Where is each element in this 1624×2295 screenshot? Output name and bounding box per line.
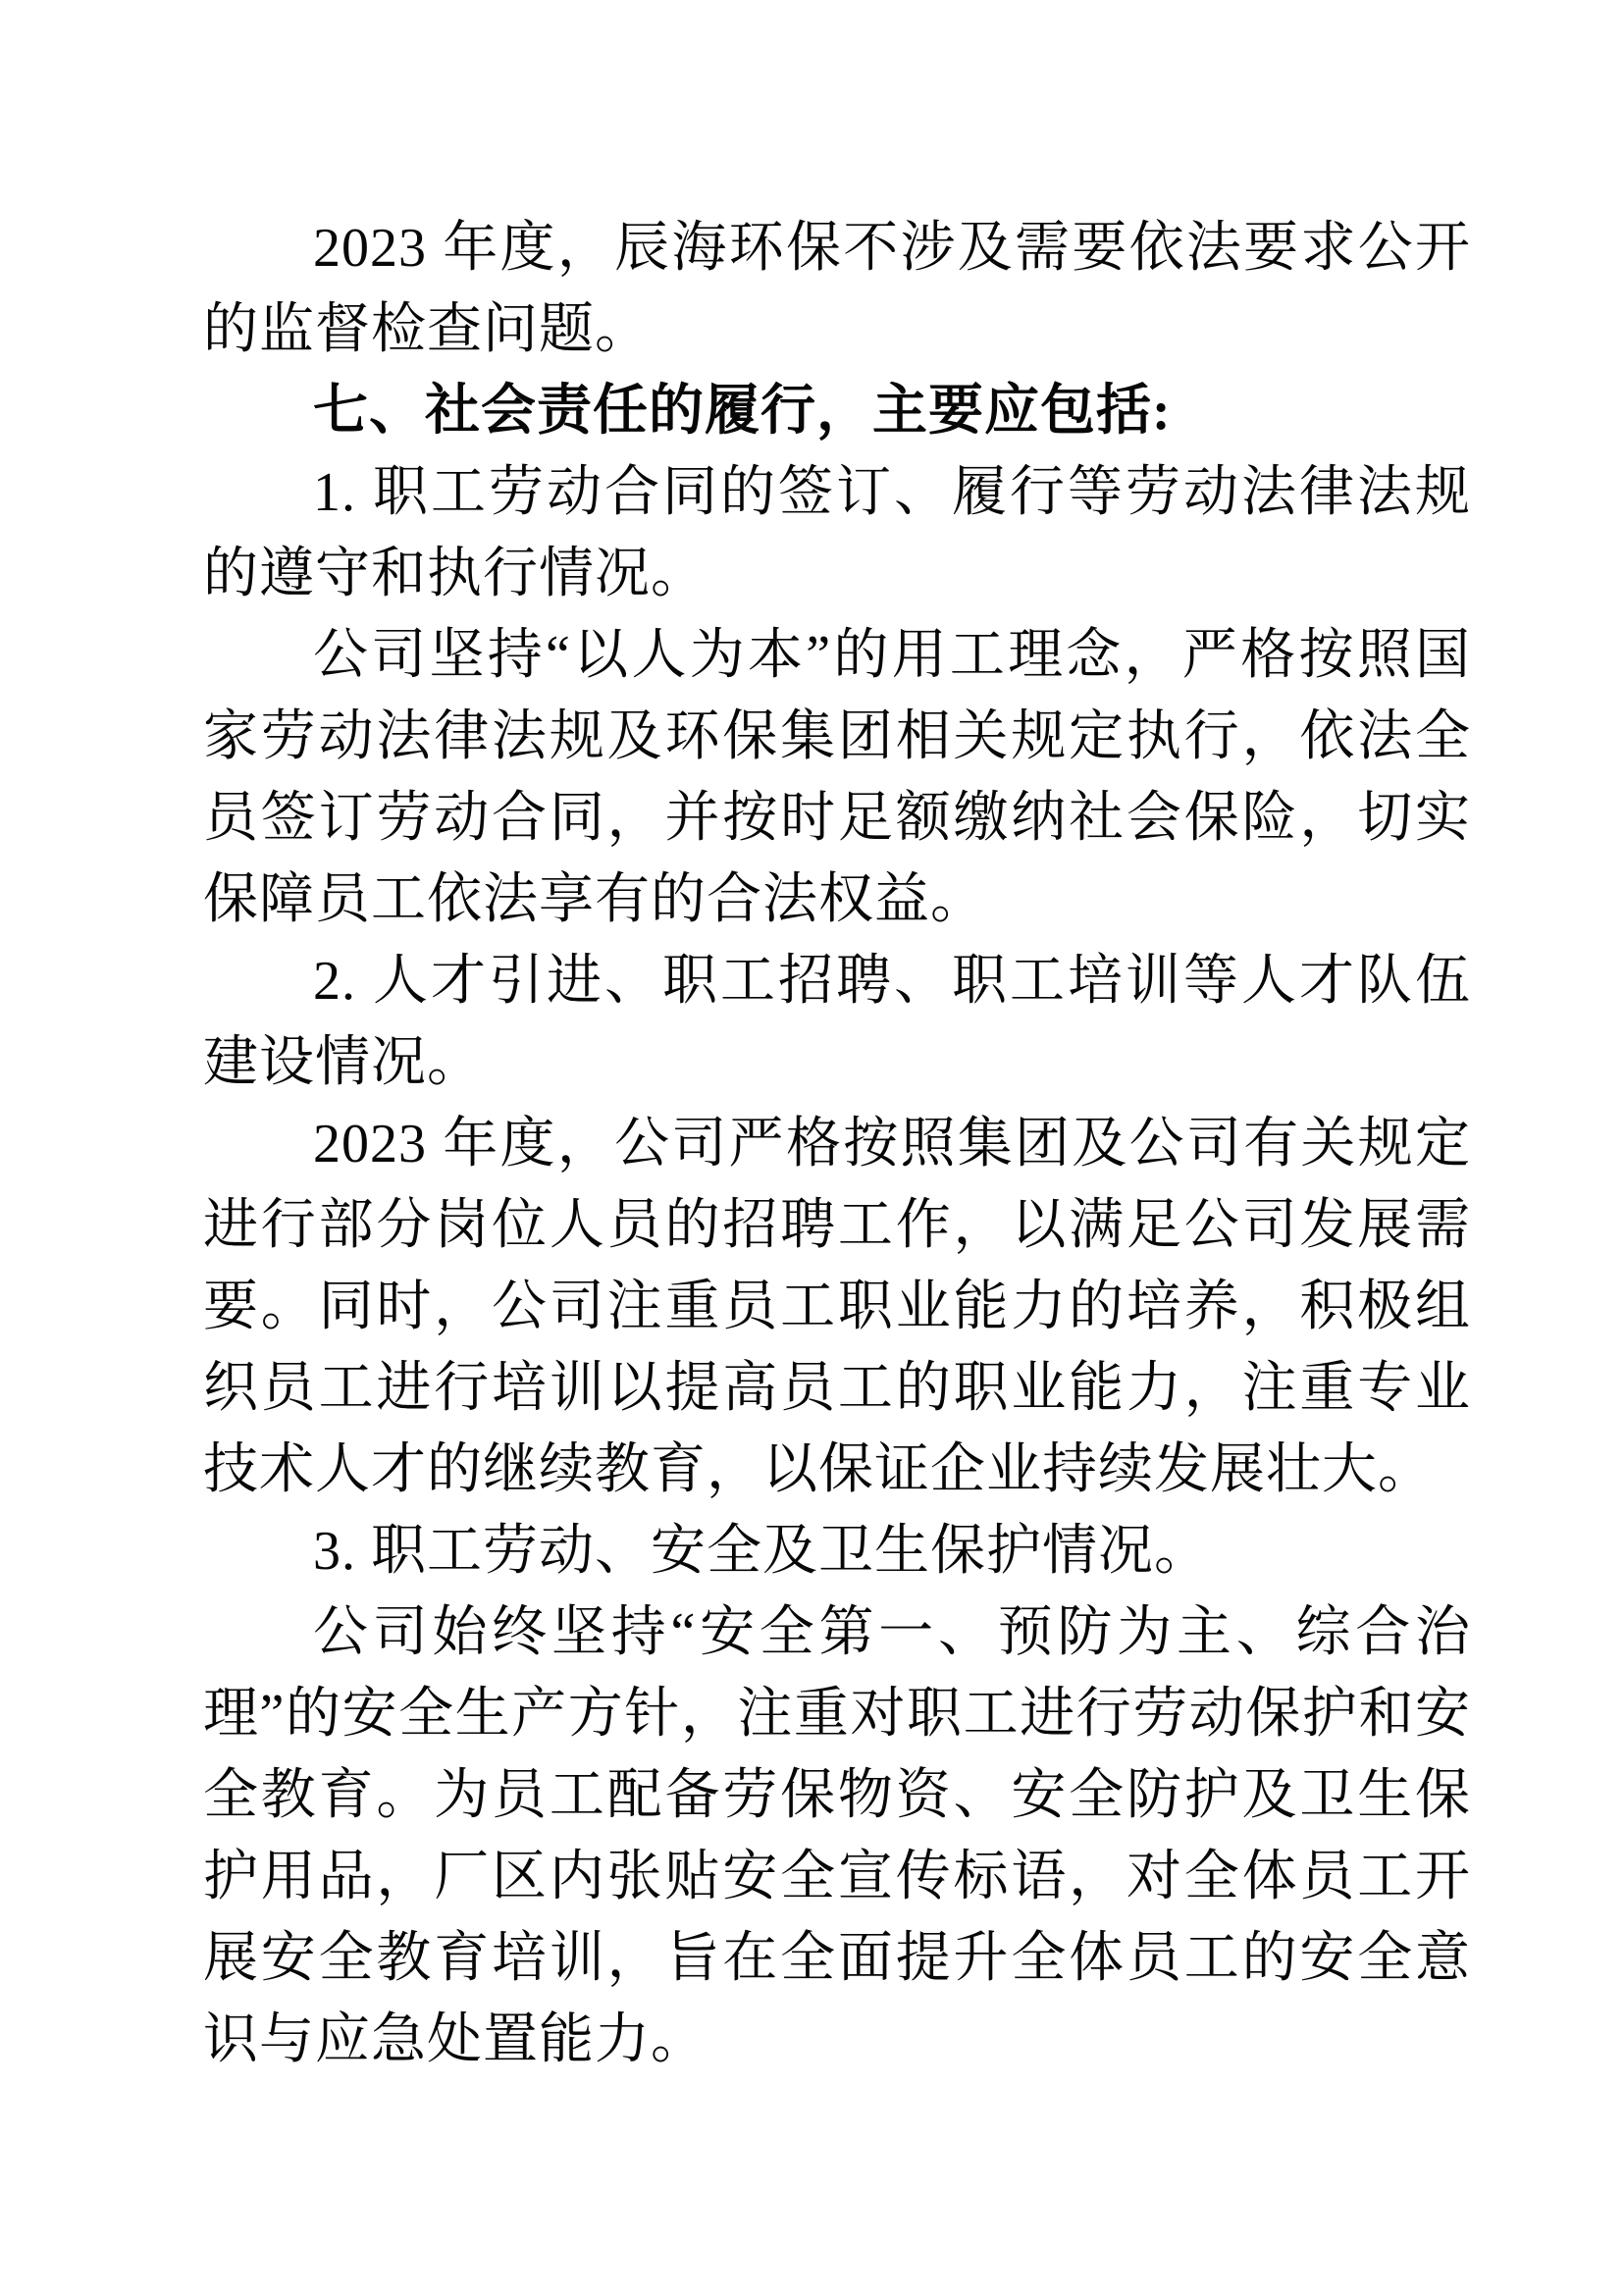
document-body bbox=[203, 208, 1471, 2081]
paragraph-supervision-note: 2023 年度，辰海环保不涉及需要依法要求公开的监督检查问题。 bbox=[203, 218, 1471, 360]
paragraph-recruitment-training-detail: 2023 年度，公司严格按照集团及公司有关规定进行部分岗位人员的招聘工作，以满足公司发展需要。同时，公司注重员工职业能力的培养，积极组织员工进行培训以提高员工的职业能力，注重专业技术人才的继续教育，以保证企业持续发展壮大。 bbox=[203, 1114, 1471, 1500]
paragraph-labor-contract-detail: 公司坚持“以人为本”的用工理念，严格按照国家劳动法律法规及环保集团相关规定执行，依法全员签订劳动合同，并按时足额缴纳社会保险，切实保障员工依法享有的合法权益。 bbox=[203, 625, 1471, 930]
list-item-3-safety-health: 3. 职工劳动、安全及卫生保护情况。 bbox=[313, 1521, 1210, 1582]
list-item-2-talent-team: 2. 人才引进、职工招聘、职工培训等人才队伍建设情况。 bbox=[203, 951, 1471, 1093]
list-item-1-labor-contracts: 1. 职工劳动合同的签订、履行等劳动法律法规的遵守和执行情况。 bbox=[203, 462, 1471, 604]
paragraph-safety-detail: 公司始终坚持“安全第一、预防为主、综合治理”的安全生产方针，注重对职工进行劳动保护和安全教育。为员工配备劳保物资、安全防护及卫生保护用品，厂区内张贴安全宣传标语，对全体员工开展安全教育培训，旨在全面提升全体员工的安全意识与应急处置能力。 bbox=[203, 1602, 1471, 2070]
section-heading-social-responsibility: 七、社会责任的履行，主要应包括: bbox=[313, 381, 1172, 442]
